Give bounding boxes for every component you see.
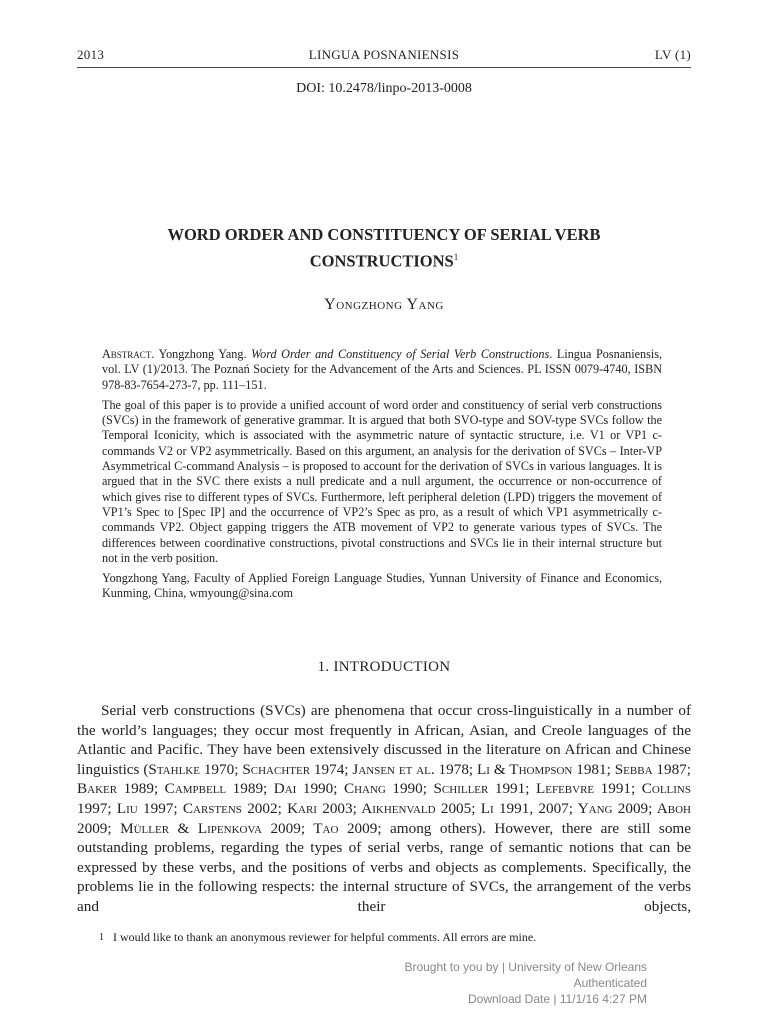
abstract-article-title: Word Order and Constituency of Serial Verb Constructions <box>251 347 550 361</box>
author-name: Yongzhong Yang <box>324 296 444 313</box>
paragraph-text-start: Serial verb constructions (SVCs) are phenomena that occur cross-linguistically in a number of the world’s languages; they occur most frequently in African, Asian, and Creole languages of the Atlantic and Pacific. They have been extensively discussed in the literature on African and Chinese linguistics ( <box>77 702 691 778</box>
section-heading: 1. INTRODUCTION <box>317 659 451 675</box>
citation-list: Stahlke 1970; Schachter 1974; Jansen et al. 1978; Li & Thompson 1981; Sebba 1987; Baker 1989; Campbell 1989; Dai 1990; Chang 1990; Schiller 1991; Lefebvre 1991; Collins 1997; Liu 1997; Carstens 2002; Kari 2003; Aikhenvald 2005; Li 1991, 2007; Yang 2009; Aboh 2009; Müller & Lipenkova 2009; Tao 2009 <box>77 760 691 837</box>
introduction-paragraph <box>77 701 691 917</box>
footnote <box>99 930 699 945</box>
watermark-line-3: Download Date | 11/1/16 4:27 PM <box>467 992 647 1006</box>
header-volume: LV (1) <box>654 47 691 62</box>
abstract-author: Yongzhong Yang. <box>154 347 252 361</box>
header-journal: LINGUA POSNANIENSIS <box>308 47 460 62</box>
title-footnote-mark: 1 <box>453 252 459 262</box>
watermark-line-2: Authenticated <box>573 976 647 990</box>
footnote-text: I would like to thank an anonymous reviewer for helpful comments. All errors are mine. <box>113 930 537 944</box>
footnote-mark: 1 <box>99 932 104 943</box>
title-line-2-text: CONSTRUCTIONS <box>309 251 454 271</box>
title-line-1: WORD ORDER AND CONSTITUENCY OF SERIAL VERB <box>167 225 601 244</box>
abstract-label: Abstract. <box>102 347 155 361</box>
doi-line: DOI: 10.2478/linpo-2013-0008 <box>296 81 472 96</box>
abstract-body: The goal of this paper is to provide a unified account of word order and constituency of serial verb constructions (SVCs) in the framework of generative grammar. It is argued that both SVO-type and SOV-type SVCs follow the Temporal Iconicity, which is associated with the asymmetric nature of syntactic structure, i.e. V1 or VP1 c-commands V2 or VP2 asymmetrically. Based on this argument, an analysis for the derivation of SVCs – Inter-VP Asymmetrical C-command Analysis – is proposed to account for the derivation of SVCs in various languages. It is argued that in the SVC there exists a null predicate and a null argument, the occurrence or non-occurrence of which gives rise to different types of SVCs. Furthermore, left peripheral deletion (LPD) triggers the movement of VP1’s Spec to [Spec IP] and the occurrence of VP2’s Spec as pro, as a result of which VP1 asymmetrically c-commands VP2. Object gapping triggers the ATB movement of VP2 to generate various types of SVCs. The differences between coordinative constructions, pivotal constructions and SVCs lie in their internal structure but not in the verb position. <box>102 397 662 565</box>
abstract-block <box>102 347 662 607</box>
paragraph-text-end: ; among others). However, there are still some outstanding problems, regarding the types of serial verbs, range of semantic notions that can be expressed by these verbs, and the positions of verbs and objects as complements. Specifically, the problems lie in the following respects: the internal structure of SVCs, the arrangement of the verbs and their objects, <box>77 819 691 915</box>
download-watermark <box>347 959 647 1007</box>
author-affiliation: Yongzhong Yang, Faculty of Applied Foreign Language Studies, Yunnan University of Finance and Economics, Kunming, China, wmyoung@sina.com <box>102 571 662 601</box>
abstract-citation-details: . Lingua Posnaniensis, vol. LV (1)/2013. The Poznań Society for the Advancement of the Arts and Sciences. PL ISSN 0079-4740, ISBN 978-83-7654-273-7, pp. 111–151. <box>102 347 663 392</box>
running-header <box>77 47 691 68</box>
abstract-citation <box>102 347 662 393</box>
article-title <box>90 224 678 273</box>
header-year: 2013 <box>77 47 105 62</box>
watermark-line-1: Brought to you by | University of New Orleans <box>404 960 647 974</box>
title-line-2 <box>90 246 678 273</box>
